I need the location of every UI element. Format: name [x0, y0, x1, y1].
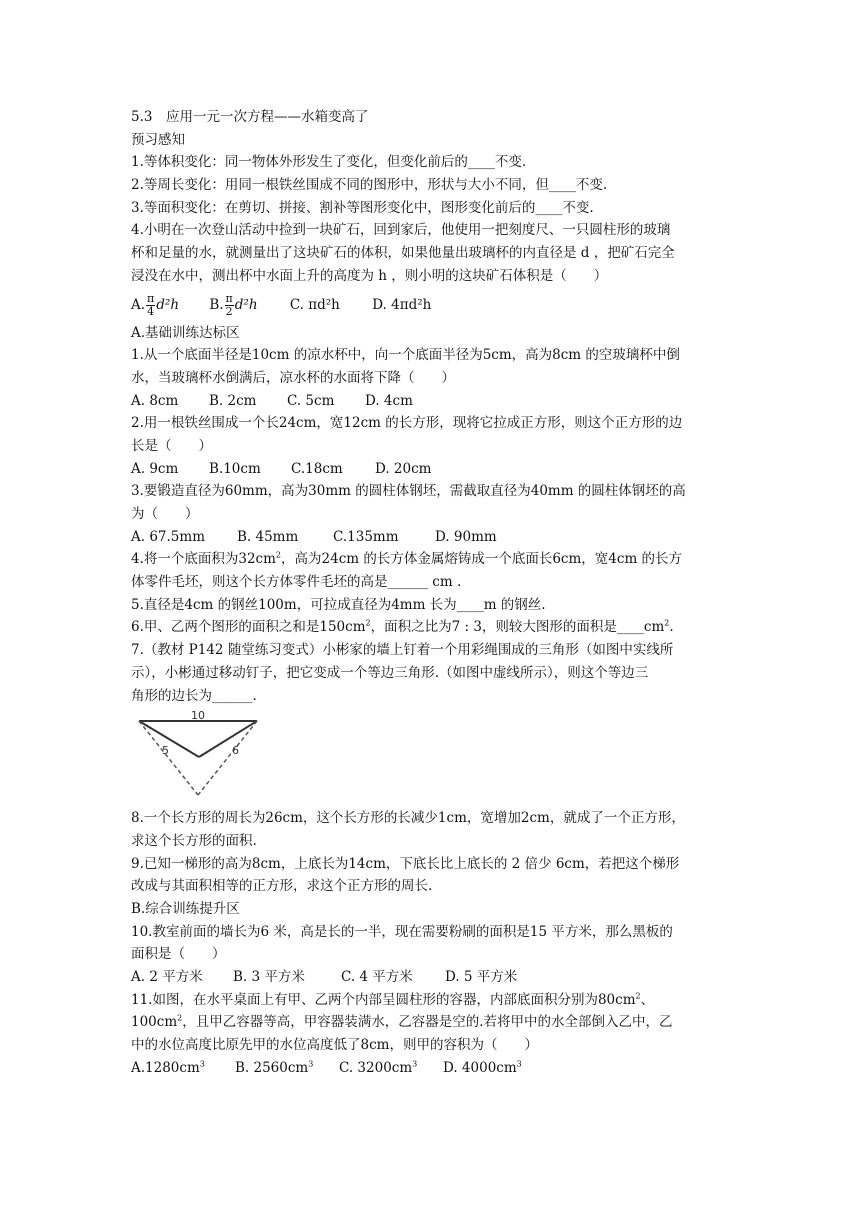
q4-option-d: D. 4πd²h: [372, 296, 432, 313]
q4-option-a: A. $\frac{\pi}{4}$ d²h: [131, 291, 180, 318]
label-left: 5: [162, 744, 169, 758]
section-b-heading: B.综合训练提升区: [131, 900, 240, 917]
q4-line-3: 浸没在水中，测出杯中水面上升的高度为 h ，则小明的这块矿石体积是（ ）: [131, 267, 608, 284]
triangle-diagram: [131, 711, 271, 799]
a3-options: A. 67.5mm B. 45mm C.135mm D. 90mm: [131, 528, 497, 545]
a8-line-1: 8.一个长方形的周长为26cm，这个长方形的长减少1cm，宽增加2cm，就成了一个正方形，: [131, 810, 685, 827]
q4-option-c: C. πd²h: [289, 296, 340, 313]
a9-line-2: 改成与其面积相等的正方形，求这个正方形的周长.: [131, 878, 433, 895]
triangle-right-side: [199, 721, 257, 757]
a1-line-1: 1.从一个底面半径是10cm 的凉水杯中，向一个底面半径为5cm，高为8cm 的空玻璃杯中倒: [131, 347, 680, 364]
a7-line-1: 7.（教材 P142 随堂练习变式）小彬家的墙上钉着一个用彩绳围成的三角形（如图中实线所: [131, 642, 674, 659]
b10-line-1: 10.教室前面的墙长为6 米，高是长的一半，现在需要粉刷的面积是15 平方米，那么黑板的: [131, 923, 673, 940]
q4-option-b: B. $\frac{\pi}{2}$ d²h: [209, 291, 258, 318]
a1-options: A. 8cm B. 2cm C. 5cm D. 4cm: [131, 392, 413, 409]
b10-line-2: 面积是（ ）: [131, 946, 226, 963]
preview-item-2: 2.等周长变化：用同一根铁丝围成不同的图形中，形状与大小不同，但____不变.: [131, 177, 608, 194]
triangle-left-side: [139, 721, 199, 757]
a3-line-2: 为（ ）: [131, 506, 199, 522]
a2-line-1: 2.用一根铁丝围成一个长24cm，宽12cm 的长方形，现将它拉成正方形，则这个正方形的边: [131, 415, 683, 432]
a7-line-2: 示），小彬通过移动钉子，把它变成一个等边三角形.（如图中虚线所示），则这个等边三: [131, 664, 649, 681]
worksheet: [131, 106, 731, 1079]
b11-line-1: 11.如图，在水平桌面上有甲、乙两个内部呈圆柱形的容器，内部底面积分别为$80cm^2$、: [131, 991, 655, 1008]
triangle-figure: [131, 711, 731, 801]
preview-heading: 预习感知: [131, 131, 185, 148]
a8-line-2: 求这个长方形的面积.: [131, 832, 257, 849]
a5-line: 5.直径是4cm 的钢丝100m，可拉成直径为4mm 长为____m 的钢丝.: [131, 596, 546, 613]
q4-line-2: 杯和足量的水，就测量出了这块矿石的体积，如果他量出玻璃杯的内直径是 d ，把矿石完全: [131, 245, 675, 262]
a3-line-1: 3.要锻造直径为60mm，高为30mm 的圆柱体钢坯，需截取直径为40mm 的圆柱体钢坯的高: [131, 483, 686, 500]
a1-line-2: 水，当玻璃杯水倒满后，凉水杯的水面将下降（ ）: [131, 369, 455, 386]
preview-item-1: 1.等体积变化：同一物体外形发生了变化，但变化前后的____不变.: [131, 154, 527, 171]
b10-options: A. 2 平方米 B. 3 平方米 C. 4 平方米 D. 5 平方米: [131, 969, 518, 985]
dashed-left-side: [139, 721, 198, 795]
q4-line-1: 4.小明在一次登山活动中捡到一块矿石，回到家后，他使用一把刻度尺、一只圆柱形的玻璃: [131, 222, 671, 239]
a2-line-2: 长是（ ）: [131, 437, 212, 454]
label-right: 6: [232, 744, 239, 758]
a2-options: A. 9cm B.10cm C.18cm D. 20cm: [131, 460, 432, 477]
b11-options: $A.1280cm^3$ B. $2560cm^3$ C. $3200cm^3$ D. $4000cm^3$: [131, 1059, 522, 1076]
q4-options: [131, 288, 731, 322]
a4-line-1: 4.将一个底面积为$32cm^2$，高为24cm 的长方体金属熔铸成一个底面长6cm，宽4cm 的长方: [131, 550, 683, 568]
b11-line-3: 中的水位高度比原先甲的水位高度低了8cm，则甲的容积为（ ）: [131, 1037, 538, 1054]
section-a-heading: A.基础训练达标区: [131, 324, 240, 341]
preview-item-3: 3.等面积变化：在剪切、拼接、割补等图形变化中，图形变化前后的____不变.: [131, 199, 594, 216]
b11-line-2: $100cm^2$，且甲乙容器等高，甲容器装满水，乙容器是空的.若将甲中的水全部倒入乙中，乙: [131, 1013, 673, 1031]
dashed-right-side: [198, 721, 257, 795]
a7-line-3: 角形的边长为______.: [131, 687, 257, 704]
a9-line-1: 9.已知一梯形的高为8cm，上底长为14cm，下底长比上底长的 2 倍少 6cm，若把这个梯形: [131, 855, 680, 872]
label-top: 10: [191, 711, 205, 723]
a6-line: 6.甲、乙两个图形的面积之和是$150cm^2$，面积之比为7 : 3，则较大图形的面积是$\_\_\_\_cm^2$.: [131, 618, 674, 636]
section-title: 5.3 应用一元一次方程——水箱变高了: [131, 109, 369, 125]
a4-line-2: 体零件毛坯，则这个长方体零件毛坯的高是______ cm .: [131, 574, 462, 591]
